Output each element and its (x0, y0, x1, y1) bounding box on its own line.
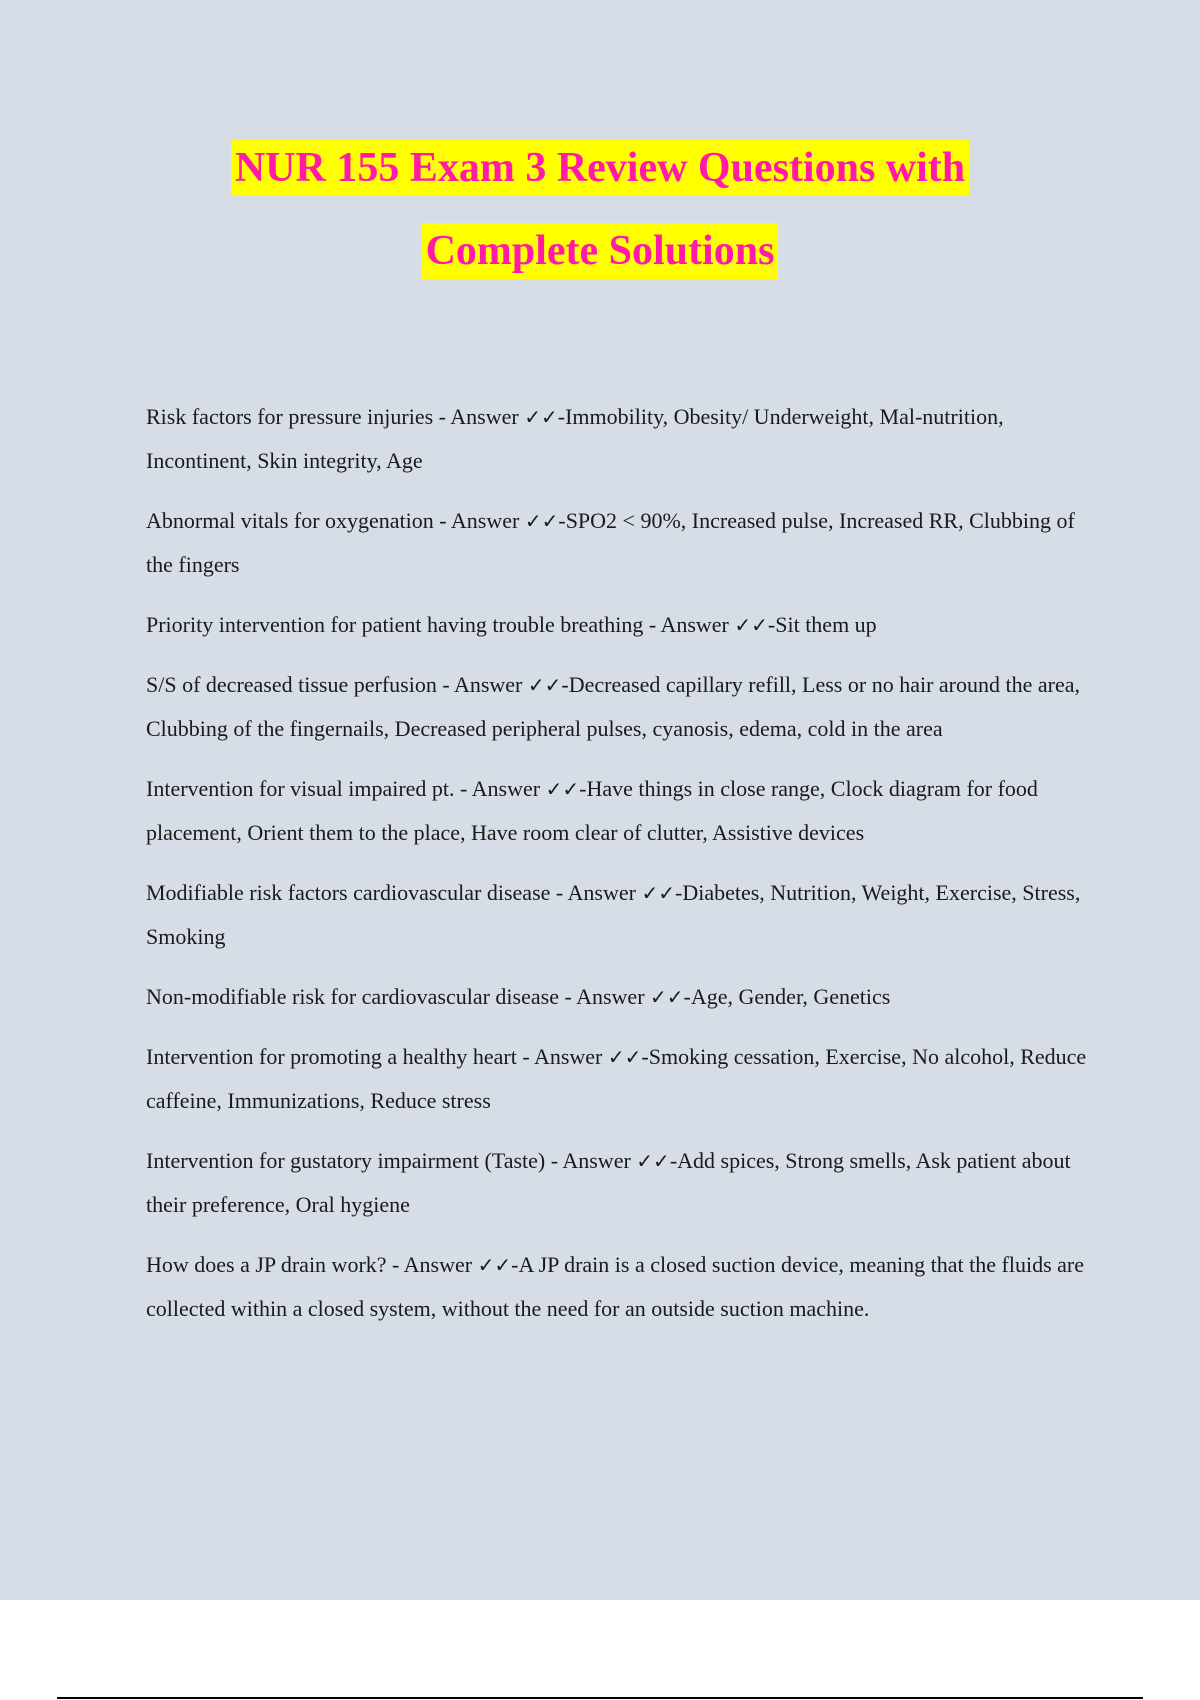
double-check-icon: ✓✓ (545, 777, 580, 801)
title-line-2: Complete Solutions (422, 223, 779, 279)
qa-answer: Have things in close range, Clock diagram for food placement, Orient them to the place, Have room clear of clutter, Assistive devices (146, 776, 1038, 845)
double-check-icon: ✓✓ (607, 1045, 642, 1069)
double-check-icon: ✓✓ (477, 1253, 512, 1277)
qa-answer: Diabetes, Nutrition, Weight, Exercise, Stress, Smoking (146, 880, 1081, 949)
qa-item: Priority intervention for patient having trouble breathing - Answer ✓✓-Sit them up (146, 612, 877, 637)
qa-item: Intervention for gustatory impairment (Taste) - Answer ✓✓-Add spices, Strong smells, Ask patient about their preference, Oral hygiene (146, 1148, 1071, 1217)
answer-marker: Answer (453, 672, 523, 697)
qa-answer: Immobility, Obesity/ Underweight, Mal-nutrition, Incontinent, Skin integrity, Age (146, 404, 1004, 473)
double-check-icon: ✓✓ (527, 673, 562, 697)
qa-list (146, 395, 1096, 1347)
qa-answer: Sit them up (775, 612, 877, 637)
qa-separator: - (386, 1252, 404, 1277)
qa-answer: Add spices, Strong smells, Ask patient about their preference, Oral hygiene (146, 1148, 1071, 1217)
qa-separator: - (643, 612, 661, 637)
qa-question: How does a JP drain work? (146, 1252, 387, 1277)
double-check-icon: ✓✓ (650, 985, 684, 1009)
qa-question: Modifiable risk factors cardiovascular disease (146, 880, 551, 905)
answer-marker: Answer (450, 404, 519, 429)
answer-marker: Answer (562, 1148, 631, 1173)
qa-item: Non-modifiable risk for cardiovascular disease - Answer ✓✓-Age, Gender, Genetics (146, 984, 891, 1009)
qa-answer: Smoking cessation, Exercise, No alcohol, Reduce caffeine, Immunizations, Reduce stress (146, 1044, 1087, 1113)
answer-marker: Answer (450, 508, 520, 533)
answer-marker: Answer (533, 1044, 603, 1069)
qa-separator: - (433, 404, 451, 429)
double-check-icon: ✓✓ (641, 881, 675, 905)
qa-question: S/S of decreased tissue perfusion (146, 672, 437, 697)
answer-marker: Answer (403, 1252, 473, 1277)
qa-question: Abnormal vitals for oxygenation (146, 508, 434, 533)
qa-answer: A JP drain is a closed suction device, meaning that the fluids are collected within a closed system, without the need for an outside suction machine. (146, 1252, 1084, 1321)
qa-item: Intervention for promoting a healthy heart - Answer ✓✓-Smoking cessation, Exercise, No alcohol, Reduce caffeine, Immunizations, Reduce stress (146, 1044, 1087, 1113)
qa-item: Intervention for visual impaired pt. - Answer ✓✓-Have things in close range, Clock diagram for food placement, Orient them to the place, Have room clear of clutter, Assistive devices (146, 776, 1038, 845)
qa-question: Intervention for promoting a healthy heart (146, 1044, 517, 1069)
answer-marker: Answer (567, 880, 636, 905)
qa-item: Modifiable risk factors cardiovascular disease - Answer ✓✓-Diabetes, Nutrition, Weight, Exercise, Stress, Smoking (146, 880, 1081, 949)
qa-item: S/S of decreased tissue perfusion - Answer ✓✓-Decreased capillary refill, Less or no hair around the area, Clubbing of the fingernails, Decreased peripheral pulses, cyanosis, edema, cold in the area (146, 672, 1080, 741)
qa-question: Non-modifiable risk for cardiovascular disease (146, 984, 559, 1009)
qa-separator: - (433, 508, 451, 533)
double-check-icon: ✓✓ (524, 405, 558, 429)
answer-marker: Answer (576, 984, 645, 1009)
qa-question: Intervention for visual impaired pt. (146, 776, 455, 801)
qa-separator: - (454, 776, 472, 801)
qa-item: How does a JP drain work? - Answer ✓✓-A JP drain is a closed suction device, meaning that the fluids are collected within a closed system, without the need for an outside suction machine. (146, 1252, 1084, 1321)
qa-question: Risk factors for pressure injuries (146, 404, 434, 429)
qa-answer: Decreased capillary refill, Less or no hair around the area, Clubbing of the fingernails, Decreased peripheral pulses, cyanosis, edema, cold in the area (146, 672, 1080, 741)
qa-answer: Age, Gender, Genetics (690, 984, 891, 1009)
qa-separator: - (550, 880, 568, 905)
qa-separator: - (516, 1044, 534, 1069)
qa-separator: - (545, 1148, 563, 1173)
document-title (0, 140, 1200, 306)
answer-marker: Answer (471, 776, 541, 801)
qa-question: Priority intervention for patient having trouble breathing (146, 612, 644, 637)
qa-question: Intervention for gustatory impairment (Taste) (146, 1148, 546, 1173)
double-check-icon: ✓✓ (524, 509, 559, 533)
footer-divider (57, 1697, 1143, 1699)
qa-item: Abnormal vitals for oxygenation - Answer ✓✓-SPO2 < 90%, Increased pulse, Increased RR, Clubbing of the fingers (146, 508, 1075, 577)
qa-answer: SPO2 < 90%, Increased pulse, Increased RR, Clubbing of the fingers (146, 508, 1075, 577)
answer-marker: Answer (660, 612, 729, 637)
qa-separator: - (558, 984, 577, 1009)
double-check-icon: ✓✓ (734, 613, 768, 637)
title-line-1: NUR 155 Exam 3 Review Questions with (231, 140, 969, 196)
qa-item: Risk factors for pressure injuries - Answer ✓✓-Immobility, Obesity/ Underweight, Mal-nutrition, Incontinent, Skin integrity, Age (146, 404, 1004, 473)
qa-separator: - (436, 672, 454, 697)
double-check-icon: ✓✓ (636, 1149, 670, 1173)
